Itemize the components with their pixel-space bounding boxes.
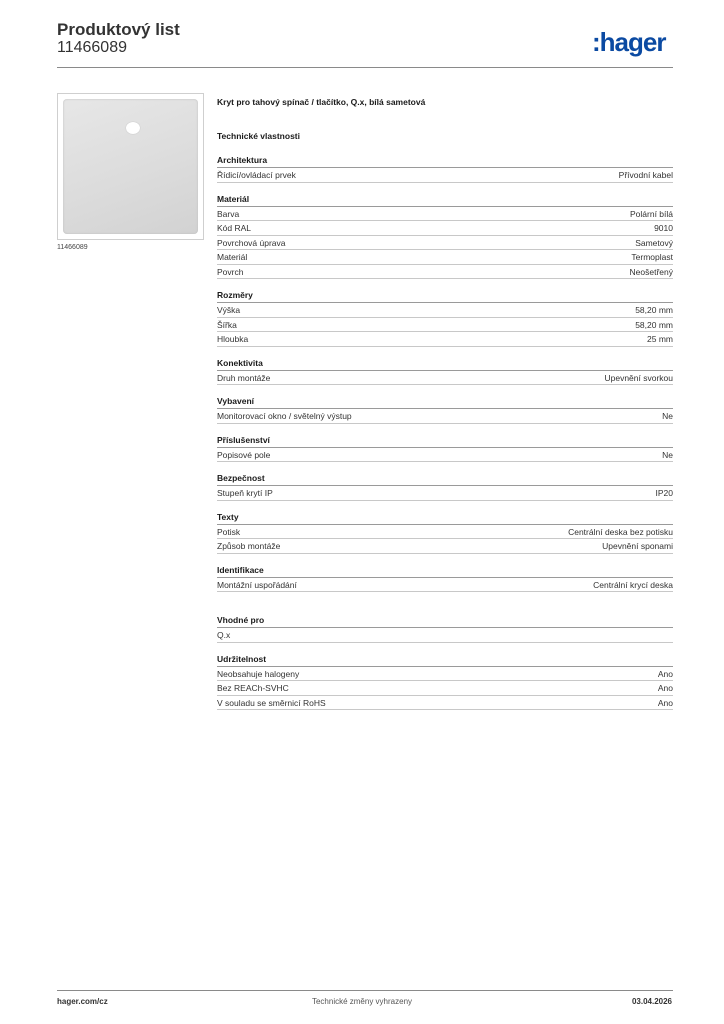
spec-value: 25 mm [647,334,673,344]
spec-row [217,525,673,540]
spec-value: Ano [657,668,673,679]
spec-row [217,265,673,280]
section-heading: Materiál [217,193,673,207]
footer-website: hager.com/cz [57,997,108,1006]
spec-label: Bez REACh-SVHC [217,683,289,693]
spec-label: Povrch [217,266,244,277]
spec-value: Ano [657,697,673,708]
spec-label: V souladu se směrnicí RoHS [217,697,326,708]
spec-value: Ne [662,411,673,421]
spec-label: Potisk [217,526,241,537]
spec-label: Popisové pole [217,449,271,460]
spec-sections [217,154,673,710]
spec-value: Upevnění sponami [602,541,673,551]
spec-label: Q.x [217,630,231,640]
section-heading: Texty [217,511,673,525]
spec-row [217,667,673,682]
logo-text: :hager [592,27,666,57]
spec-value: Neošetřený [629,266,673,277]
spec-row [217,628,673,643]
section-heading: Udržitelnost [217,653,673,667]
spec-label: Způsob montáže [217,541,281,551]
spec-value: Centrální deska bez potisku [568,526,673,537]
spec-section [217,289,673,347]
spec-row [217,681,673,696]
spec-section [217,434,673,463]
spec-row [217,409,673,424]
spec-value: 58,20 mm [635,319,673,330]
section-heading: Vybavení [217,395,673,409]
product-details [217,96,673,720]
product-number: 11466089 [57,39,127,56]
spec-label: Šířka [217,319,237,330]
spec-row [217,696,673,711]
section-heading: Bezpečnost [217,472,673,486]
section-heading: Identifikace [217,564,673,578]
product-image [57,93,204,240]
spec-section [217,357,673,386]
section-heading: Rozměry [217,289,673,303]
spec-section [217,395,673,424]
spec-value: Ne [662,449,673,460]
image-caption: 11466089 [57,244,88,251]
spec-row [217,168,673,183]
spec-row [217,578,673,593]
spec-value: Ano [657,683,673,693]
footer-date: 03.04.2026 [631,997,672,1006]
spec-value: Termoplast [631,252,673,262]
spec-row [217,332,673,347]
spec-section [217,511,673,554]
spec-label: Hloubka [217,334,249,344]
spec-label: Řídicí/ovládací prvek [217,170,296,180]
spec-label: Povrchová úprava [217,237,286,248]
hager-logo [592,27,676,57]
spec-row [217,318,673,333]
section-heading: Vhodné pro [217,614,673,628]
header-divider [57,67,673,68]
spec-row [217,303,673,318]
spec-section [217,564,673,593]
spec-value: 58,20 mm [635,305,673,315]
spec-section [217,193,673,280]
spec-row [217,539,673,554]
tech-properties-title: Technické vlastnosti [217,131,300,141]
spec-label: Stupeň krytí IP [217,488,273,498]
spec-value: IP20 [655,488,673,498]
cover-plate [63,99,198,234]
spec-label: Materiál [217,252,248,262]
spec-value: 9010 [654,223,673,233]
cord-hole [126,122,140,134]
product-title: Kryt pro tahový spínač / tlačítko, Q.x, bílá sametová [217,97,426,107]
spec-section [217,154,673,183]
spec-label: Barva [217,208,240,219]
spec-row [217,486,673,501]
spec-label: Výška [217,305,241,315]
spec-row [217,236,673,251]
spec-label: Kód RAL [217,223,252,233]
spec-row [217,250,673,265]
footer-divider [57,990,673,991]
section-heading: Konektivita [217,357,673,371]
page-title: Produktový list [57,20,180,39]
spec-label: Neobsahuje halogeny [217,668,300,679]
spec-label: Montážní uspořádání [217,579,297,590]
section-heading: Příslušenství [217,434,673,448]
spec-value: Přívodní kabel [618,170,673,180]
spec-section [217,472,673,501]
spec-label: Monitorovací okno / světelný výstup [217,411,352,421]
spec-value: Polární bílá [630,208,673,219]
spec-row [217,448,673,463]
spec-value: Centrální krycí deska [593,579,673,590]
spec-row [217,221,673,236]
spec-value: Upevnění svorkou [604,372,673,383]
spec-section [217,653,673,711]
spec-value: Sametový [635,237,673,248]
spec-section [217,614,673,643]
spec-label: Druh montáže [217,372,271,383]
spec-row [217,207,673,222]
section-heading: Architektura [217,154,673,168]
footer-disclaimer: Technické změny vyhrazeny [311,997,413,1006]
spec-row [217,371,673,386]
